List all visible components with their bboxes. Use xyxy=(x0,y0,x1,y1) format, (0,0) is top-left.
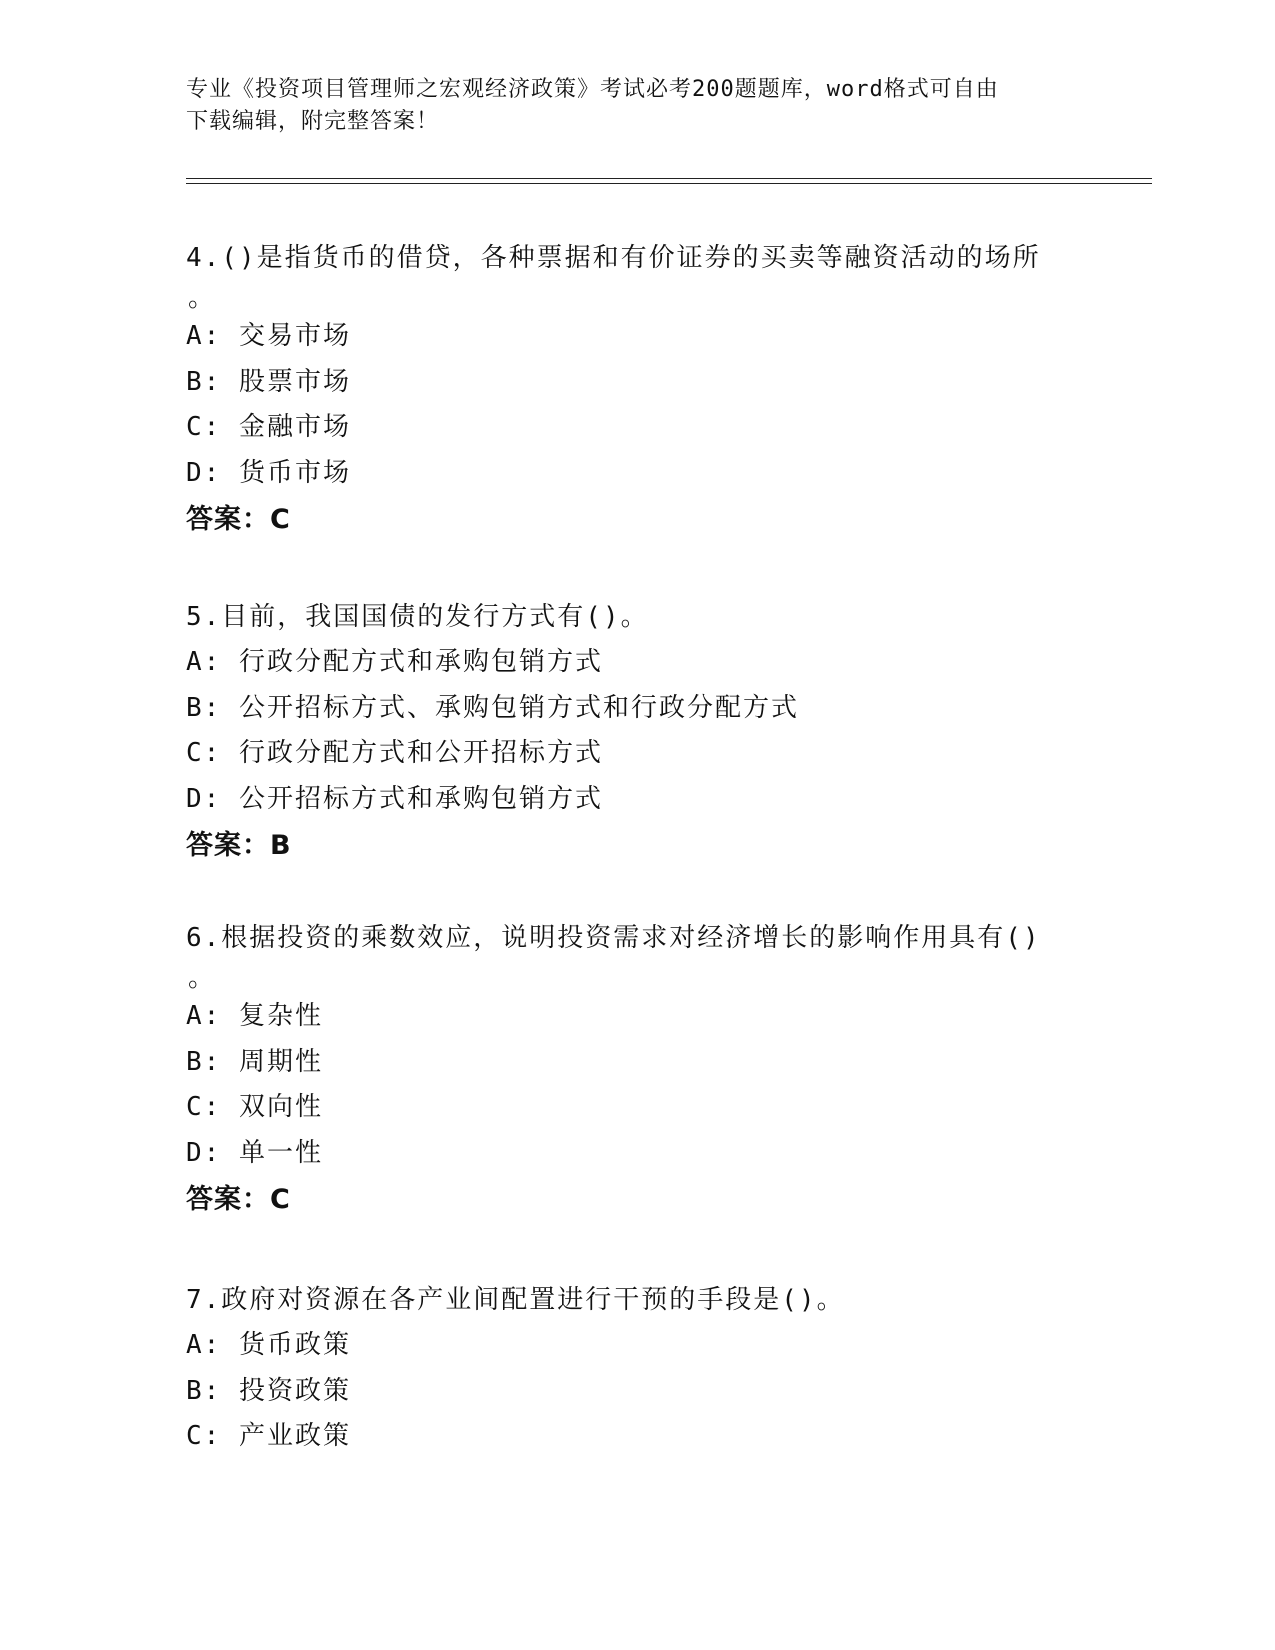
option-d: D: 公开招标方式和承购包销方式 xyxy=(186,783,603,814)
option-c: C: 产业政策 xyxy=(186,1421,351,1451)
question-stem: 7.政府对资源在各产业间配置进行干预的手段是()。 xyxy=(186,1285,845,1315)
question-stem-tail: 。 xyxy=(188,963,215,993)
question-6 xyxy=(186,912,1086,1224)
question-stem: 6.根据投资的乘数效应，说明投资需求对经济增长的影响作用具有() xyxy=(186,923,1041,953)
option-b: B: 公开招标方式、承购包销方式和行政分配方式 xyxy=(186,692,799,723)
option-b: B: 周期性 xyxy=(186,1046,323,1077)
option-a: A: 复杂性 xyxy=(186,1001,323,1031)
option-b: B: 投资政策 xyxy=(186,1375,351,1406)
option-a: A: 行政分配方式和承购包销方式 xyxy=(186,647,603,677)
header-divider-top xyxy=(186,178,1152,179)
answer-label: 答案：C xyxy=(186,1184,291,1215)
answer-label: 答案：C xyxy=(186,504,291,535)
option-b: B: 股票市场 xyxy=(186,366,351,397)
option-c: C: 行政分配方式和公开招标方式 xyxy=(186,738,603,768)
question-stem-tail: 。 xyxy=(188,283,215,313)
option-c: C: 双向性 xyxy=(186,1092,323,1122)
header-line-1: 专业《投资项目管理师之宏观经济政策》考试必考200题题库，word格式可自由 xyxy=(186,77,999,102)
option-a: A: 货币政策 xyxy=(186,1330,351,1360)
option-c: C: 金融市场 xyxy=(186,412,351,442)
document-header xyxy=(186,74,1066,138)
question-stem: 5.目前，我国国债的发行方式有()。 xyxy=(186,602,649,632)
question-4 xyxy=(186,232,1086,544)
answer-label: 答案：B xyxy=(186,830,292,861)
question-stem: 4.()是指货币的借贷，各种票据和有价证券的买卖等融资活动的场所 xyxy=(186,243,1041,273)
header-line-2: 下载编辑，附完整答案！ xyxy=(186,109,440,134)
question-5 xyxy=(186,594,1086,870)
option-d: D: 单一性 xyxy=(186,1137,323,1168)
option-a: A: 交易市场 xyxy=(186,321,351,351)
question-7 xyxy=(186,1277,1086,1460)
header-divider-bottom xyxy=(186,183,1152,184)
option-d: D: 货币市场 xyxy=(186,457,351,488)
